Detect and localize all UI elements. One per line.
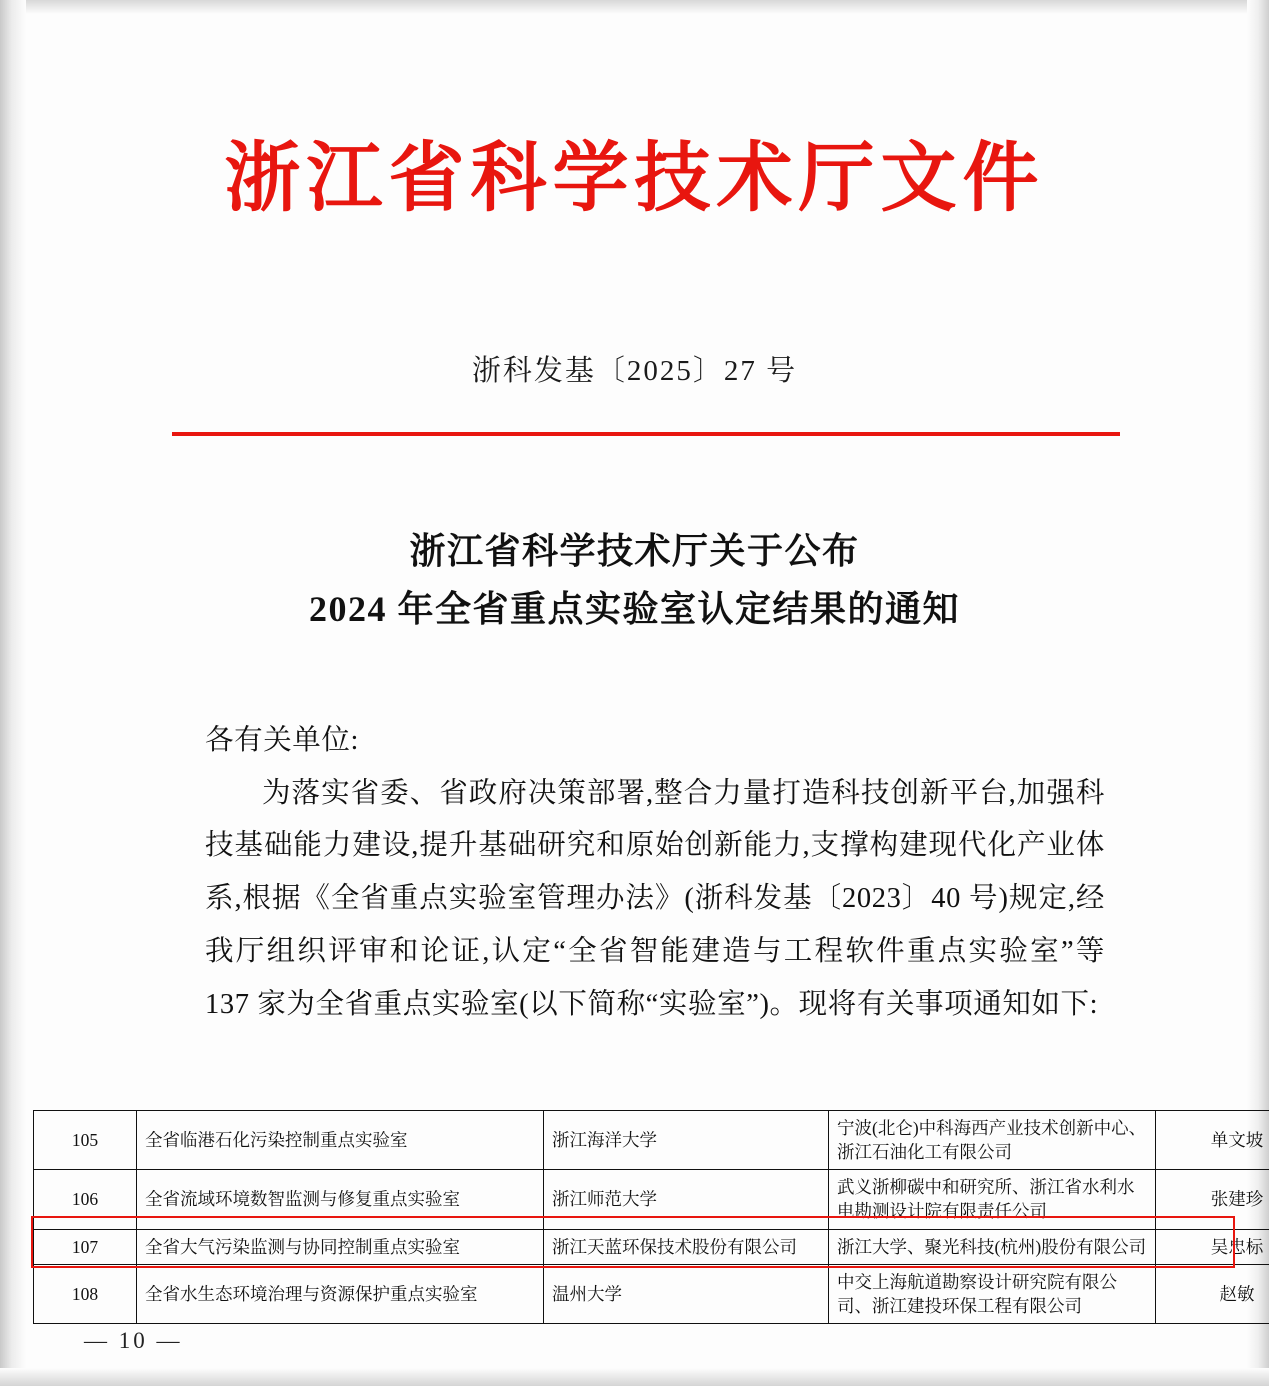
row-number: 105	[34, 1111, 137, 1170]
document-title	[0, 522, 1269, 639]
table-row	[34, 1111, 1269, 1170]
document-body	[205, 715, 1105, 1031]
row-host-unit: 浙江海洋大学	[544, 1111, 829, 1170]
scan-edge-bottom	[0, 1368, 1269, 1386]
document-title-line-2: 2024 年全省重点实验室认定结果的通知	[308, 589, 960, 630]
document-number: 浙科发基〔2025〕27 号	[471, 355, 798, 387]
table-row	[34, 1170, 1269, 1229]
row-number: 106	[34, 1170, 137, 1229]
row-lab-name: 全省大气污染监测与协同控制重点实验室	[137, 1229, 544, 1264]
row-number: 107	[34, 1229, 137, 1264]
row-lab-name: 全省水生态环境治理与资源保护重点实验室	[137, 1264, 544, 1323]
body-paragraph-1: 为落实省委、省政府决策部署,整合力量打造科技创新平台,加强科技基础能力建设,提升基础研究和原始创新能力,支撑构建现代化产业体系,根据《全省重点实验室管理办法》(浙科发基〔2023〕40 号)规定,经我厅组织评审和论证,认定“全省智能建造与工程软件重点实验室”等 137 家为全省重点实验室(以下简称“实验室”)。现将有关事项通知如下:	[205, 777, 1105, 1020]
row-lab-name: 全省临港石化污染控制重点实验室	[137, 1111, 544, 1170]
row-joint-units: 武义浙柳碳中和研究所、浙江省水利水电勘测设计院有限责任公司	[829, 1170, 1156, 1229]
row-host-unit: 浙江师范大学	[544, 1170, 829, 1229]
row-number: 108	[34, 1264, 137, 1323]
results-table	[33, 1110, 1269, 1324]
document-title-line-1: 浙江省科学技术厅关于公布	[409, 531, 860, 571]
row-joint-units: 中交上海航道勘察设计研究院有限公司、浙江建投环保工程有限公司	[829, 1264, 1156, 1323]
row-joint-units: 宁波(北仑)中科海西产业技术创新中心、浙江石油化工有限公司	[829, 1111, 1156, 1170]
row-lab-name: 全省流域环境数智监测与修复重点实验室	[137, 1170, 544, 1229]
row-person: 赵敏	[1156, 1264, 1269, 1323]
salutation: 各有关单位:	[205, 725, 360, 756]
row-joint-units: 浙江大学、聚光科技(杭州)股份有限公司	[829, 1229, 1156, 1264]
results-table-wrapper	[33, 1110, 1264, 1324]
table-row-highlighted	[34, 1229, 1269, 1264]
table-row	[34, 1264, 1269, 1323]
document-header-title: 浙江省科学技术厅文件	[224, 137, 1045, 221]
row-person: 单文坡	[1156, 1111, 1269, 1170]
row-host-unit: 温州大学	[544, 1264, 829, 1323]
red-divider-rule	[172, 432, 1120, 436]
row-host-unit: 浙江天蓝环保技术股份有限公司	[544, 1229, 829, 1264]
page-number: — 10 —	[84, 1328, 183, 1353]
scan-edge-top	[0, 0, 1269, 14]
row-person: 张建珍	[1156, 1170, 1269, 1229]
row-person: 吴忠标	[1156, 1229, 1269, 1264]
